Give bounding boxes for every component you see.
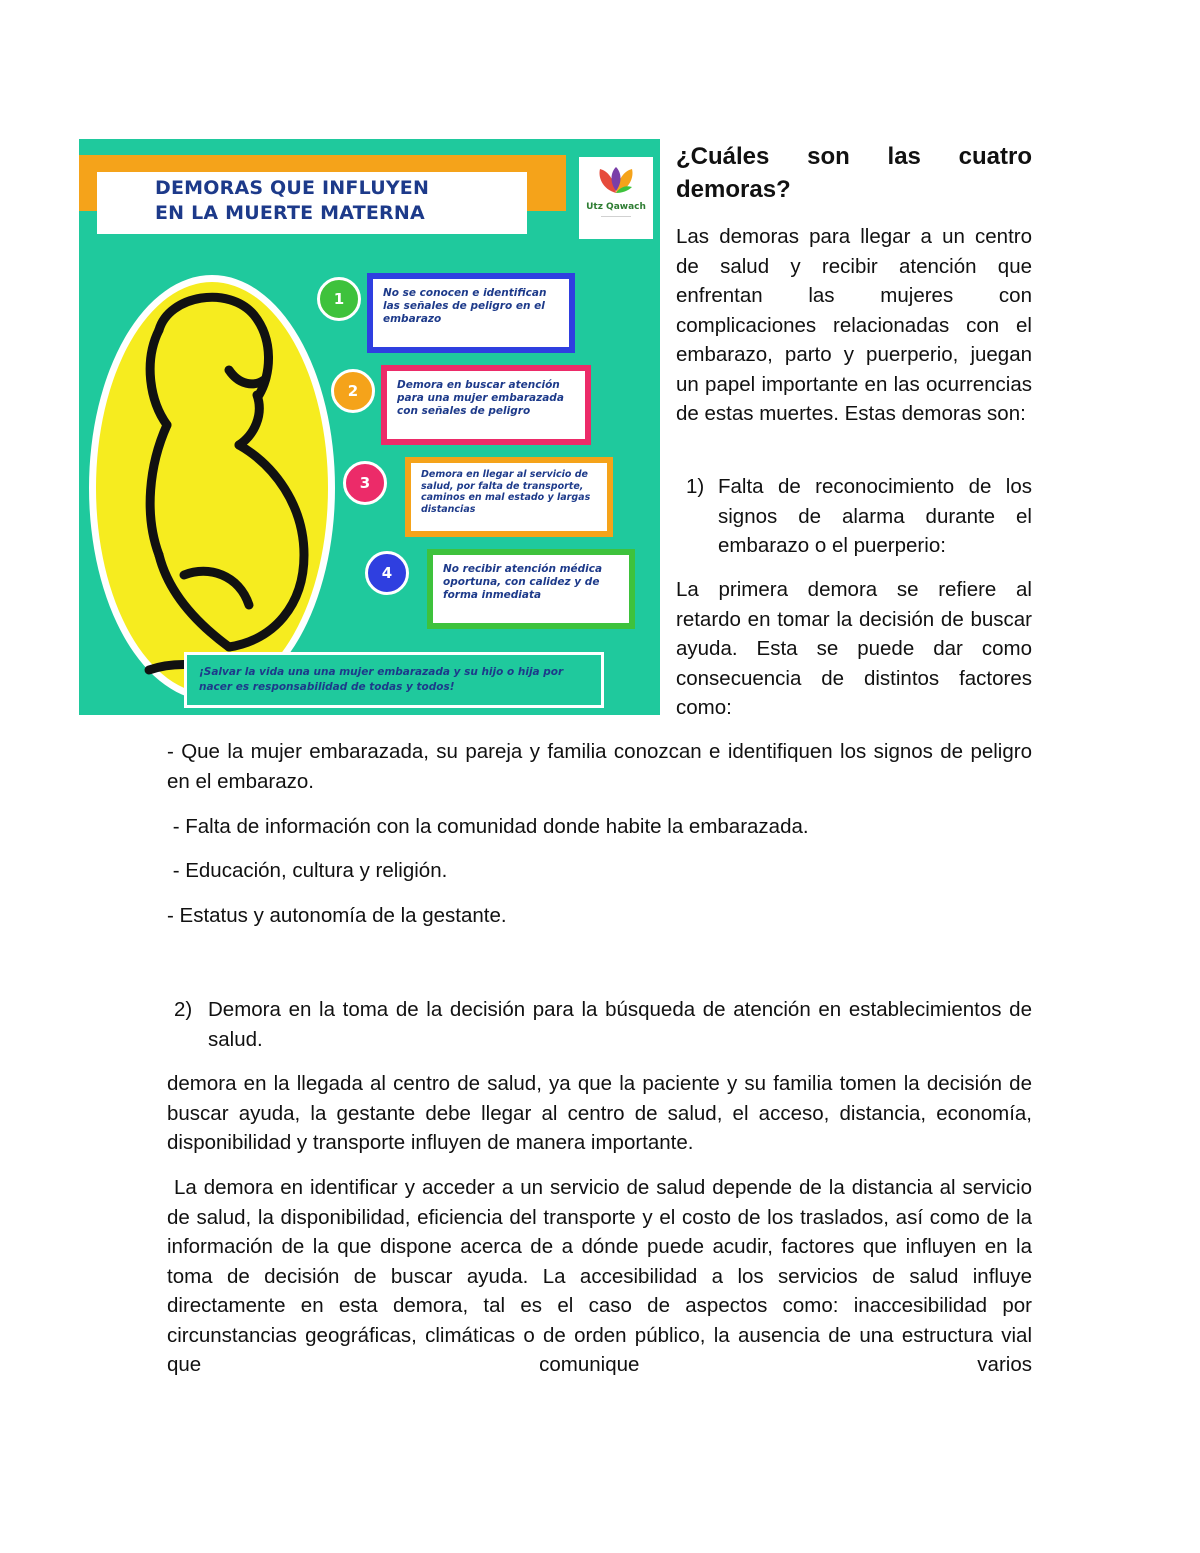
pregnant-woman-silhouette: [89, 275, 335, 701]
logo-name: Utz Qawach: [586, 202, 646, 212]
bullet-item: - Estatus y autonomía de la gestante.: [167, 904, 507, 927]
bullet-item: - Educación, cultura y religión.: [167, 859, 448, 882]
section-heading: ¿Cuáles son las cuatro demoras?: [676, 143, 1032, 203]
delay-card-4: No recibir atención médica oportuna, con calidez y de forma inmediata: [427, 549, 635, 629]
list-text-1: Falta de reconocimiento de los signos de alarma durante el embarazo o el puerperio:: [718, 475, 1032, 557]
organization-logo: [579, 157, 653, 239]
number-badge-2: 2: [331, 369, 375, 413]
logo-subline: ——————: [601, 214, 631, 220]
infographic-banner: ¡Salvar la vida una una mujer embarazada y su hijo o hija por nacer es responsabilidad de todas y todos!: [184, 652, 604, 708]
delay-card-1: No se conocen e identifican las señales de peligro en el embarazo: [367, 273, 575, 353]
intro-paragraph: Las demoras para llegar a un centro de salud y recibir atención que enfrentan las mujeres con complicaciones relacionadas con el embarazo, parto y puerperio, juegan un papel importante en las ocurrencias de estas muertes. Estas demoras son:: [676, 225, 1032, 425]
list-text-2: Demora en la toma de la decisión para la búsqueda de atención en establecimientos de salud.: [208, 998, 1032, 1051]
list-item-2: [174, 995, 1032, 1054]
number-badge-3: 3: [343, 461, 387, 505]
infographic-title-box: [97, 172, 527, 234]
bullet-item: - Que la mujer embarazada, su pareja y familia conozcan e identifiquen los signos de peligro en el embarazo.: [167, 740, 1032, 793]
first-delay-paragraph: La primera demora se refiere al retardo en tomar la decisión de buscar ayuda. Esta se puede dar como consecuencia de distintos factores como:: [676, 578, 1032, 719]
number-badge-4: 4: [365, 551, 409, 595]
delay-card-3: Demora en llegar al servicio de salud, por falta de transporte, caminos en mal estado y largas distancias: [405, 457, 613, 537]
paragraph-arrival-delay: demora en la llegada al centro de salud, ya que la paciente y su familia tomen la decisión de buscar ayuda, la gestante debe llegar al centro de salud, el acceso, distancia, economía, disponibilidad y transporte influyen de manera importante.: [167, 1072, 1032, 1154]
list-number-2: 2): [174, 998, 193, 1021]
list-item-1: [686, 472, 1032, 561]
infographic-title-line2: EN LA MUERTE MATERNA: [155, 202, 425, 224]
bullet-item: - Falta de información con la comunidad donde habite la embarazada.: [167, 815, 809, 838]
infographic-title-line1: DEMORAS QUE INFLUYEN: [155, 177, 430, 199]
delay-card-2: Demora en buscar atención para una mujer embarazada con señales de peligro: [381, 365, 591, 445]
logo-leaf-icon: [596, 165, 636, 195]
number-badge-1: 1: [317, 277, 361, 321]
infographic-image: [79, 139, 660, 715]
list-number-1: 1): [686, 475, 705, 498]
paragraph-access-delay: La demora en identificar y acceder a un servicio de salud depende de la distancia al servicio de salud, la disponibilidad, eficiencia del transporte y el costo de los traslados, así como de la información de la que dispone acerca de a dónde puede acudir, factores que influyen en la toma de decisión de buscar ayuda. La accesibilidad a los servicios de salud influye directamente en esta demora, tal es el caso de aspectos como: inaccesibilidad por circunstancias geográficas, climáticas o de orden público, la ausencia de una estructura vial que comunique varios: [167, 1176, 1038, 1376]
